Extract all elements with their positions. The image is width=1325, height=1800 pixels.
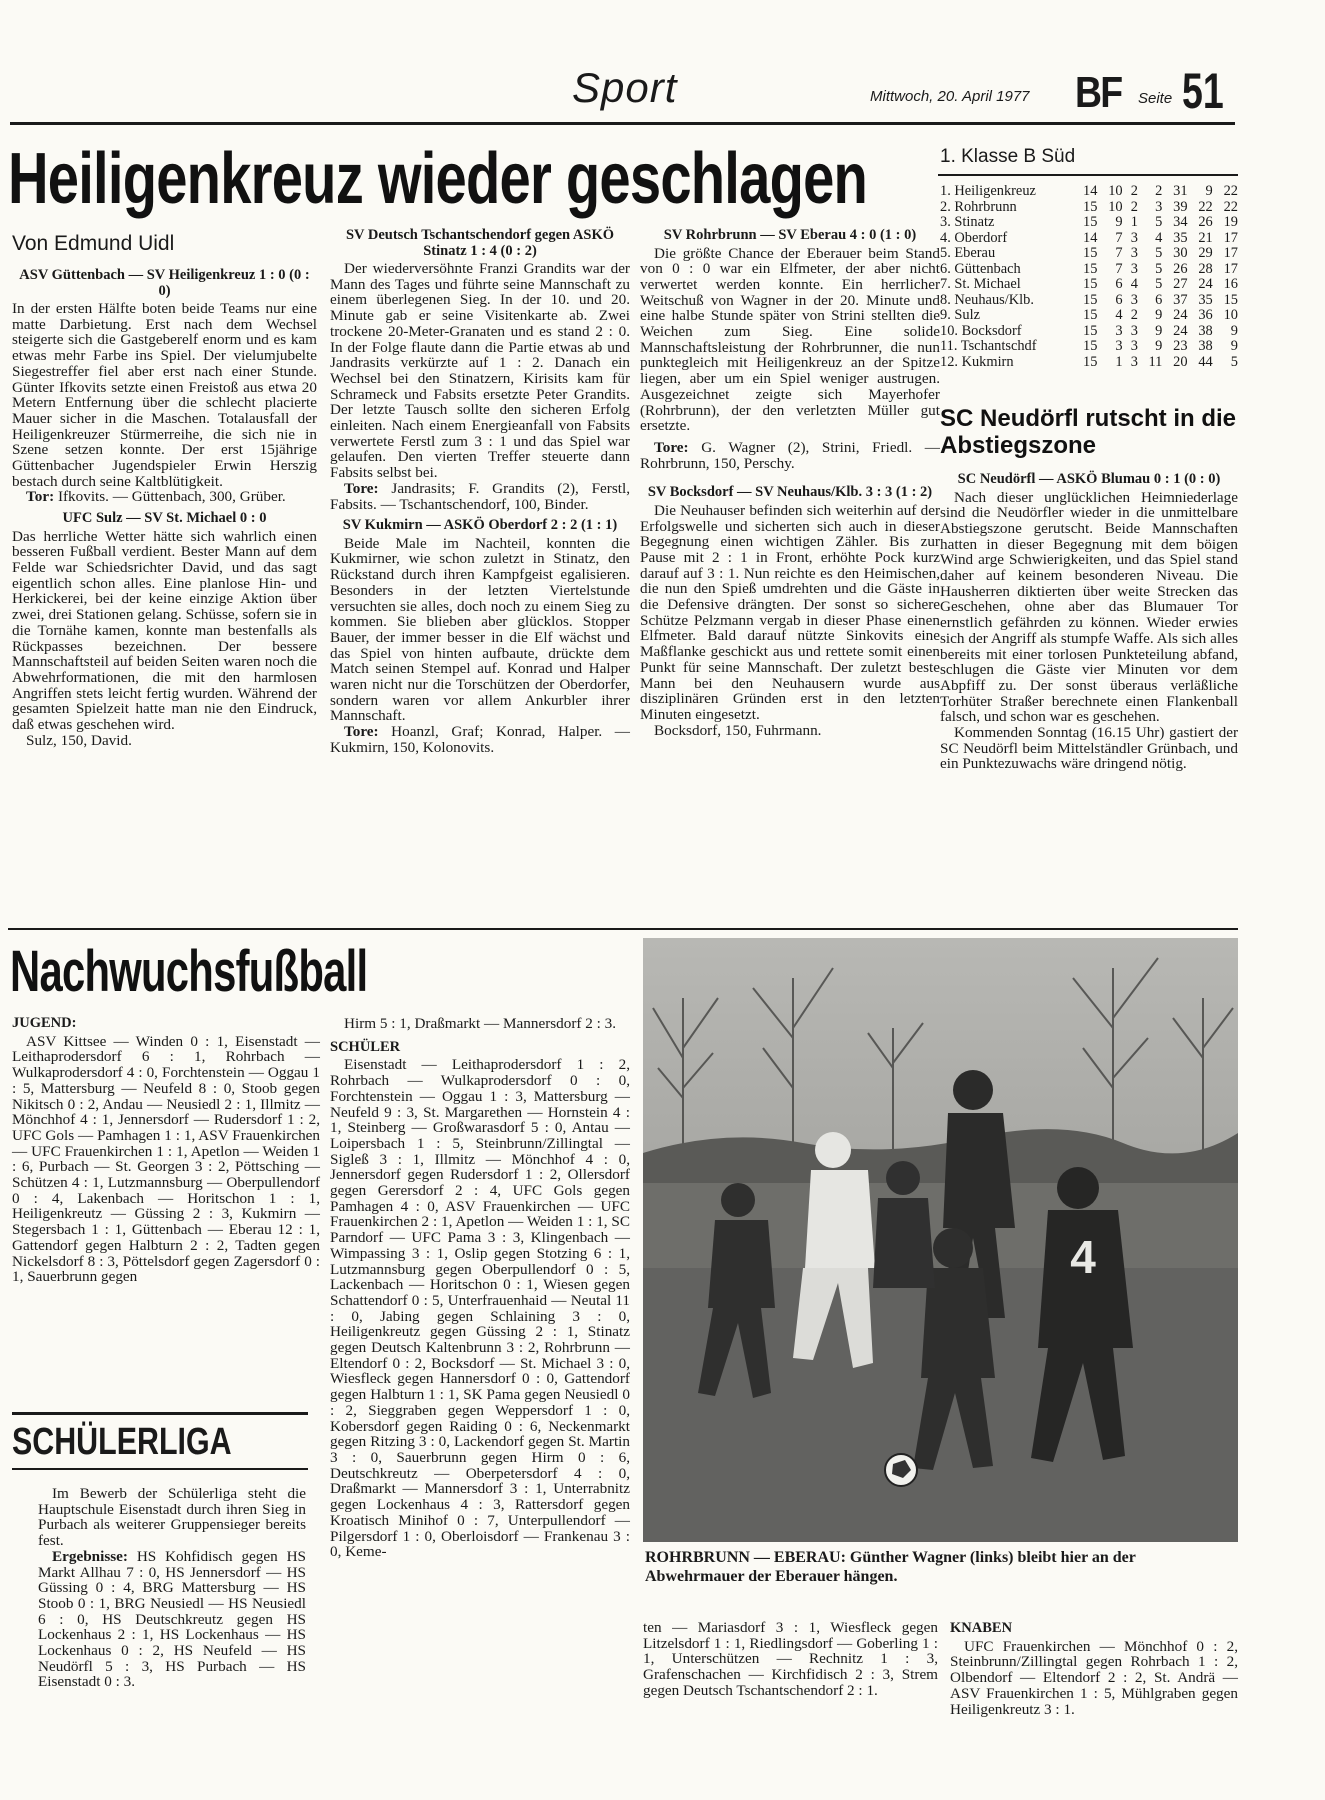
stat-cell: 34 xyxy=(1173,214,1188,230)
stat-cell: 11 xyxy=(1148,353,1163,370)
brand-logo: BF xyxy=(1075,68,1122,117)
knaben-results: UFC Frauenkirchen — Mönchhof 0 : 2, Steinbrunn/Zillingtal gegen Rohrbach 1 : 2, Olbendorf — Eltendorf 2 : 2, St. Andrä — ASV Frauenkirchen 1 : 5, Mühlgraben gegen Heiligenkreutz 3 : 1. xyxy=(950,1637,1238,1718)
team-cell: 5. Eberau xyxy=(940,245,996,261)
stat-cell: 4 xyxy=(1155,229,1163,246)
stat-cell: 3 xyxy=(1130,322,1138,339)
article-body: Das herrliche Wetter hätte sich wahrlich einen besseren Fußball verdient. Bester Mann auf dem Felde war Schiedsrichter David, und das sagt eigentlich schon alles. Eine planlose Hin- und Herkickerei, bei der keine einzige Aktion über zwei, drei Stationen gelang. Schüsse, sofern sie in die Tornähe kamen, konnte man bestenfalls als Rückpasses bezeichnen. Der bessere Mannschaftsteil auf beiden Seiten waren noch die Abwehrformationen, die mit den harmlosen Angriffen stets leicht fertig wurden. Während der gesamten Spielzeit hatte man nie den Eindruck, daß etwas geschehen wird. xyxy=(12,527,317,734)
stat-cell: 3 xyxy=(1155,198,1163,215)
youth-column-4 xyxy=(950,1617,1238,1717)
tore-label: Tor: xyxy=(26,488,55,506)
tore-label: Tore: xyxy=(654,438,689,456)
page-label: Seite xyxy=(1138,90,1173,107)
stat-cell: 3 xyxy=(1130,229,1138,246)
stat-cell: 9 xyxy=(1115,214,1123,230)
stat-cell: 5 xyxy=(1155,260,1163,277)
stat-cell: 3 xyxy=(1130,245,1138,261)
tore-text: Jandrasits; F. Grandits (2), Ferstl, Fabsits. — Tschantschendorf, 100, Binder. xyxy=(330,479,630,513)
match-title: SV Deutsch Tschantschendorf gegen ASKÖ Stinatz 1 : 4 (0 : 2) xyxy=(345,227,615,259)
match-title: SC Neudörfl — ASKÖ Blumau 0 : 1 (0 : 0) xyxy=(957,471,1221,487)
stat-cell: 35 xyxy=(1198,291,1213,308)
stat-cell: 15 xyxy=(1083,322,1098,339)
article-body: Die größte Chance der Eberauer beim Stand von 0 : 0 war ein Elfmeter, der aber nicht verwertet werden konnte. Ein herrlicher Weitschuß von Wagner in der 20. Minute und eine halbe Stunde später von Strini stellten die Weichen zum Sieg. Eine solide Mannschaftsleistung der Rohrbrunner, die nun punktegleich mit Heiligenkreuz an der Spitze liegen, aber um ein Spiel weniger austrugen. Ausgezeichnet zeigte sich Mayerhofer (Rohrbrunn), der den verletzten Müller gut ersetzte. xyxy=(640,244,940,435)
stat-cell: 17 xyxy=(1223,245,1238,261)
tore-label: Tore: xyxy=(344,723,379,741)
stat-cell: 2 xyxy=(1130,183,1138,199)
neudoerfl-headline: SC Neudörfl rutscht in die Abstiegszone xyxy=(940,405,1237,459)
stat-cell: 15 xyxy=(1083,214,1098,230)
stat-cell: 2 xyxy=(1130,307,1138,323)
stat-cell: 15 xyxy=(1083,198,1098,215)
stat-cell: 6 xyxy=(1115,291,1123,308)
jersey-number: 4 xyxy=(1070,1231,1096,1283)
match-footer: Bocksdorf, 150, Fuhrmann. xyxy=(654,721,822,739)
tore-text: Hoanzl, Graf; Konrad, Halper. — Kukmirn, 150, Kolonovits. xyxy=(330,723,630,756)
match-title: ASV Güttenbach — SV Heiligenkreuz 1 : 0 (0 : 0) xyxy=(19,267,310,299)
article-body: Beide Male im Nachteil, konnten die Kukmirner, wie schon zuletzt in Stinatz, den Rückstand durch ihren Kampfgeist egalisieren. Besonders in der letzten Viertelstunde versuchten sie alles, doch noch zu einem Sieg zu kommen. Sie blieben aber glücklos. Stopper Bauer, der immer besser in die Elf wächst und das Spiel von hinten aufbaute, drückte dem Match seinen Stempel auf. Konrad und Halper waren nicht nur die Torschützen der Oberdorfer, sondern waren vor allem Ankurbler ihrer Mannschaft. xyxy=(330,534,630,725)
schuelerliga-headline: SCHÜLERLIGA xyxy=(12,1421,232,1463)
team-cell: 10. Bocksdorf xyxy=(940,322,1022,339)
stat-cell: 3 xyxy=(1115,322,1123,339)
stat-cell: 22 xyxy=(1223,198,1238,215)
article-body: Der wiederversöhnte Franzi Grandits war der Mann des Tages und führte seine Mannschaft zu einem überlegenen Sieg. In der 10. und 20. Minute gab er seine Visitenkarte ab. Zwei trockene 20-Meter-Granaten und es stand 2 : 0. In der Folge flaute dann die Partie etwas ab und Jandrasits verkürzte auf 1 : 2. Danach ein Wechsel bei den Stinatzern, Kirisits kam für Schrameck und Fabsits ersetzte Peter Grandits. Der letzte Tausch sollte den sicheren Erfolg einleiten. Nach einem Energieanfall von Fabsits verwertete Ferstl zum 3 : 1 und das Spiel war gelaufen. Den vierten Treffer steuerte dann Fabsits selbst bei. xyxy=(330,260,630,482)
stat-cell: 21 xyxy=(1198,229,1213,246)
article-body: In der ersten Hälfte boten beide Teams nur eine matte Darbietung. Erst nach dem Wechsel steigerte sich die Gastgeberelf enorm und es kam etwas mehr Farbe ins Spiel. Der vielumjubelte Siegestreffer fiel aber erst nach einer Stunde. Günter Ifkovits setzte einen Freistoß aus etwa 20 Metern Entfernung über die schlecht placierte Mauer sicher in die Maschen. Totalausfall der Heiligenkreuzer Stürmerreihe, die sich nie in Szene setzen konnte. Der erst 15jährige Güttenbacher Jugendspieler Erwin Herszig bestach durch seine Kaltblütigkeit. xyxy=(12,300,317,490)
stat-cell: 6 xyxy=(1155,291,1163,308)
match-title: UFC Sulz — SV St. Michael 0 : 0 xyxy=(62,510,267,527)
stat-cell: 3 xyxy=(1130,260,1138,277)
stat-cell: 15 xyxy=(1083,276,1098,292)
jugend-results-cont: Hirm 5 : 1, Draßmarkt — Mannersdorf 2 : 3. xyxy=(344,1015,617,1032)
table-row xyxy=(940,215,1238,231)
stat-cell: 9 xyxy=(1155,322,1163,339)
stat-cell: 27 xyxy=(1173,276,1188,292)
tore-label: Tore: xyxy=(344,479,379,497)
stat-cell: 35 xyxy=(1173,229,1188,246)
stat-cell: 16 xyxy=(1223,276,1238,292)
schueler-results-cont: ten — Mariasdorf 3 : 1, Wiesfleck gegen Litzelsdorf 1 : 1, Riedlingsdorf — Goberling 1 : 1, Unterschützen — Rechnitz 1 : 3, Grafenschachen — Kirchfidisch 2 : 3, Strem gegen Deutsch Tschantschendorf 2 : 1. xyxy=(643,1619,938,1699)
stat-cell: 38 xyxy=(1198,338,1213,354)
team-cell: 1. Heiligenkreuz xyxy=(940,183,1036,199)
youth-column-2 xyxy=(330,1016,630,1560)
stat-cell: 24 xyxy=(1173,307,1188,323)
match-title: SV Rohrbrunn — SV Eberau 4 : 0 (1 : 0) xyxy=(663,227,917,243)
jugend-label: JUGEND: xyxy=(12,1015,77,1031)
photo-caption xyxy=(645,1548,1237,1586)
schuelerliga-column xyxy=(38,1486,306,1690)
stat-cell: 44 xyxy=(1198,353,1213,370)
jugend-results: ASV Kittsee — Winden 0 : 1, Eisenstadt — Leithaprodersdorf 6 : 1, Rohrbach — Wulkaprodersdorf 4 : 0, Forchtenstein — Oggau 1 : 5, Mattersburg — Neufeld 8 : 0, Stoob gegen Nikitsch 0 : 2, Andau — Neusiedl 2 : 1, Illmitz — Mönchhof 4 : 1, Jennersdorf — Rudersdorf 1 : 2, UFC Gols — Pamhagen 1 : 1, ASV Frauenkirchen — UFC Frauenkirchen 1 : 1, Apetlon — Weiden 1 : 6, Purbach — St. Georgen 3 : 2, Pöttsching — Schützen 4 : 1, Lutzmannsburg — Oberpullendorf 0 : 4, Lakenbach — Horitschon 1 : 1, Heiligenkreutz — Güssing 2 : 3, Kukmirn — Stegersbach 1 : 1, Güttenbach — Eberau 12 : 1, Gattendorf gegen Halbturn 2 : 2, Tadten gegen Nickelsdorf 8 : 3, Pöttelsdorf gegen Zagersdorf 0 : 1, Sauerbrunn gegen xyxy=(12,1032,320,1286)
stat-cell: 9 xyxy=(1230,322,1238,339)
stat-cell: 9 xyxy=(1205,183,1213,199)
match-photo xyxy=(643,938,1238,1542)
stat-cell: 26 xyxy=(1173,260,1188,277)
match-title: SV Kukmirn — ASKÖ Oberdorf 2 : 2 (1 : 1) xyxy=(342,517,618,534)
match-footer: Sulz, 150, David. xyxy=(26,731,132,749)
stat-cell: 23 xyxy=(1173,338,1188,354)
stat-cell: 9 xyxy=(1155,307,1163,323)
nachwuchs-headline: Nachwuchsfußball xyxy=(10,939,368,1004)
stat-cell: 1 xyxy=(1130,214,1138,230)
section-title: Sport xyxy=(572,64,678,111)
stat-cell: 15 xyxy=(1083,260,1098,277)
match-title: SV Bocksdorf — SV Neuhaus/Klb. 3 : 3 (1 : 2) xyxy=(647,484,933,501)
table-row xyxy=(940,293,1238,309)
stat-cell: 3 xyxy=(1130,353,1138,370)
stat-cell: 10 xyxy=(1108,198,1123,215)
stat-cell: 24 xyxy=(1173,322,1188,339)
stat-cell: 14 xyxy=(1083,229,1098,246)
stat-cell: 15 xyxy=(1083,307,1098,323)
stat-cell: 26 xyxy=(1198,214,1213,230)
stat-cell: 5 xyxy=(1230,353,1238,370)
stat-cell: 4 xyxy=(1115,307,1123,323)
stat-cell: 9 xyxy=(1155,338,1163,354)
team-cell: 9. Sulz xyxy=(940,307,980,323)
youth-column-3 xyxy=(643,1620,938,1699)
stat-cell: 24 xyxy=(1198,276,1213,292)
table-rule xyxy=(938,174,1238,176)
article-body: Die Neuhauser befinden sich weiterhin auf der Erfolgswelle und sicherten sich auch in dieser Begegnung einen wichtigen Zähler. Bis zur Pause mit 2 : 1 in Front, erhöhte Pock kurz darauf auf 3 : 1. Nun reichte es den Heimischen, die nun den Spieß umdrehten und die Gäste in die Defensive drängten. Der sonst so sichere Schütze Pelzmann vergab in dieser Phase einen Elfmeter. Bald darauf nützte Sinkovits eine Maßflanke geschickt aus und rettete somit einen Punkt für seine Mannschaft. Der zuletzt beste Mann bei den Neuhausern wurde aus disziplinären Gründen erst in den letzten Minuten eingesetzt. xyxy=(640,501,940,723)
stat-cell: 4 xyxy=(1130,276,1138,292)
stat-cell: 2 xyxy=(1130,198,1138,215)
tore-text: G. Wagner (2), Strini, Friedl. — Rohrbrunn, 150, Perschy. xyxy=(640,438,940,472)
issue-date: Mittwoch, 20. April 1977 xyxy=(870,88,1030,105)
schueler-label: SCHÜLER xyxy=(330,1038,401,1055)
byline: Von Edmund Uidl xyxy=(12,232,175,255)
page-number: 51 xyxy=(1182,63,1224,119)
stat-cell: 3 xyxy=(1130,291,1138,308)
stat-cell: 5 xyxy=(1155,276,1163,292)
stat-cell: 7 xyxy=(1115,245,1123,261)
table-row xyxy=(940,355,1238,371)
stat-cell: 37 xyxy=(1173,291,1188,308)
stat-cell: 3 xyxy=(1115,338,1123,354)
table-row xyxy=(940,184,1238,200)
section-divider xyxy=(8,928,1238,930)
stat-cell: 6 xyxy=(1115,276,1123,292)
stat-cell: 17 xyxy=(1223,229,1238,246)
article-column-4 xyxy=(940,466,1238,772)
stat-cell: 5 xyxy=(1155,214,1163,230)
stat-cell: 5 xyxy=(1155,245,1163,261)
schuelerliga-body: Im Bewerb der Schülerliga steht die Hauptschule Eisenstadt durch ihren Sieg in Purbach als weiterer Gruppensieger bereits fest. xyxy=(38,1485,306,1550)
stat-cell: 36 xyxy=(1198,307,1213,323)
stat-cell: 7 xyxy=(1115,260,1123,277)
table-row xyxy=(940,324,1238,340)
table-row xyxy=(940,200,1238,216)
stat-cell: 7 xyxy=(1115,229,1123,246)
stat-cell: 9 xyxy=(1230,338,1238,354)
stat-cell: 28 xyxy=(1198,260,1213,277)
article-column-1 xyxy=(12,262,317,748)
stat-cell: 38 xyxy=(1198,322,1213,339)
ergebnisse-text: HS Kohfidisch gegen HS Markt Allhau 7 : 0, HS Jennersdorf — HS Güssing 0 : 4, BRG Mattersburg — HS Stoob 0 : 1, BRG Neusiedl — HS Neusiedl 6 : 0, HS Deutschkreutz gegen HS Lockenhaus 2 : 1, HS Lockenhaus — HS Lockenhaus 0 : 2, HS Neufeld — HS Neudörfl 5 : 3, HS Purbach — HS Eisenstadt 0 : 3. xyxy=(38,1547,306,1691)
schuelerliga-box xyxy=(12,1412,308,1470)
header-rule xyxy=(10,122,1235,125)
knaben-label: KNABEN xyxy=(950,1620,1013,1636)
youth-column-1 xyxy=(12,1012,320,1285)
stat-cell: 3 xyxy=(1130,338,1138,354)
stat-cell: 17 xyxy=(1223,260,1238,277)
team-cell: 7. St. Michael xyxy=(940,276,1021,292)
team-cell: 12. Kukmirn xyxy=(940,353,1014,370)
stat-cell: 20 xyxy=(1173,353,1188,370)
team-cell: 6. Güttenbach xyxy=(940,260,1021,277)
table-row xyxy=(940,308,1238,324)
team-cell: 2. Rohrbrunn xyxy=(940,198,1017,215)
table-row xyxy=(940,246,1238,262)
stat-cell: 1 xyxy=(1115,353,1123,370)
stat-cell: 15 xyxy=(1083,291,1098,308)
football-scene-illustration xyxy=(643,938,1238,1542)
tore-text: Ifkovits. — Güttenbach, 300, Grüber. xyxy=(57,488,286,506)
article-body: Nach dieser unglücklichen Heimniederlage sind die Neudörfler wieder in die unmittelbare Abstiegszone gerutscht. Beide Mannschaften hatten in dieser Begegnung mit dem böigen Wind arge Schwierigkeiten, und das Spiel stand daher auf keinem besonderen Niveau. Die Hausherren diktierten über weite Strecken das Geschehen, ohne aber das Blumauer Tor ernstlich gefährden zu können. Wieder erwies sich der Angriff als stumpfe Waffe. Als sich alles bereits mit einer torlosen Punkteteilung abfand, schlugen die Gäste vier Minuten vor dem Abpfiff zu. Der sonst überaus verläßliche Torhüter Straßer berechnete einen Flankenball falsch, und schon war es geschehen. xyxy=(940,488,1238,726)
stat-cell: 14 xyxy=(1083,183,1098,199)
article-column-3 xyxy=(640,222,940,738)
team-cell: 8. Neuhaus/Klb. xyxy=(940,291,1034,308)
stat-cell: 39 xyxy=(1173,198,1188,215)
stat-cell: 10 xyxy=(1108,183,1123,199)
table-row xyxy=(940,231,1238,247)
stat-cell: 10 xyxy=(1223,307,1238,323)
main-headline: Heiligenkreuz wieder geschlagen xyxy=(8,139,868,219)
stat-cell: 15 xyxy=(1083,353,1098,370)
ergebnisse-label: Ergebnisse: xyxy=(52,1547,128,1565)
stat-cell: 22 xyxy=(1198,198,1213,215)
stat-cell: 15 xyxy=(1083,245,1098,261)
table-row xyxy=(940,277,1238,293)
caption-bold: ROHRBRUNN — EBERAU: xyxy=(645,1549,846,1566)
stat-cell: 19 xyxy=(1223,214,1238,230)
stat-cell: 15 xyxy=(1083,338,1098,354)
team-cell: 4. Oberdorf xyxy=(940,229,1008,246)
stat-cell: 22 xyxy=(1223,183,1238,199)
team-cell: 3. Stinatz xyxy=(940,214,995,230)
caption-text: Günther Wagner (links) bleibt hier an der Abwehrmauer der Eberauer hängen. xyxy=(645,1549,1136,1585)
table-title: 1. Klasse B Süd xyxy=(940,146,1076,167)
stat-cell: 29 xyxy=(1198,245,1213,261)
team-cell: 11. Tschantschdf xyxy=(940,338,1037,354)
table-row xyxy=(940,262,1238,278)
table-row xyxy=(940,339,1238,355)
stat-cell: 30 xyxy=(1173,245,1188,261)
article-column-2 xyxy=(330,222,630,756)
article-body: Kommenden Sonntag (16.15 Uhr) gastiert der SC Neudörfl beim Mittelständler Grünbach, und ein Punktezuwachs wäre dringend nötig. xyxy=(940,724,1238,773)
stat-cell: 15 xyxy=(1223,291,1238,308)
stat-cell: 31 xyxy=(1173,183,1188,199)
schueler-results: Eisenstadt — Leithaprodersdorf 1 : 2, Rohrbach — Wulkaprodersdorf 0 : 0, Forchtenstein — Oggau 1 : 3, Mattersburg — Neufeld 9 : 3, St. Margarethen — Hornstein 4 : 1, Steinberg — Großwarasdorf 5 : 0, Antau — Loipersbach 1 : 5, Steinbrunn/Zillingtal — Sigleß 3 : 1, Illmitz — Mönchhof 4 : 0, Jennersdorf gegen Rudersdorf 1 : 2, Ollersdorf gegen Gerersdorf 2 : 4, UFC Gols gegen Pamhagen 4 : 0, ASV Frauenkirchen — UFC Frauenkirchen 2 : 1, Apetlon — Weiden 1 : 1, SC Parndorf — UFC Pama 3 : 3, Klingenbach — Wimpassing 3 : 1, Oslip gegen Stotzing 6 : 1, Lutzmannsburg gegen Oberpullendorf 0 : 5, Lackenbach — Horitschon 0 : 1, Wiesen gegen Schattendorf 0 : 5, Unterfrauenhaid — Neutal 11 : 0, Jabing gegen Schlaining 3 : 0, Heiligenkreutz gegen Güssing 2 : 1, Stinatz gegen Deutsch Kaltenbrunn 3 : 2, Rohrbrunn — Eltendorf 0 : 2, Bocksdorf — St. Michael 3 : 0, Wiesfleck gegen Hannersdorf 0 : 0, Gattendorf gegen Halbturn 1 : 1, SK Pama gegen Neusiedl 0 : 2, Sieggraben gegen Weppersdorf 1 : 0, Kobersdorf gegen Raiding 0 : 6, Neckenmarkt gegen Ritzing 3 : 0, Lackendorf gegen St. Martin 3 : 0, Sauerbrunn gegen Hirm 0 : 6, Deutschkreutz — Oberpetersdorf 4 : 0, Draßmarkt — Mannersdorf 3 : 1, Unterrabnitz gegen Lockenhaus 4 : 3, Rattersdorf gegen Kroatisch Minihof 0 : 7, Unterpullendorf — Pilgersdorf 1 : 0, Oberloisdorf — Frankenau 3 : 0, Keme- xyxy=(330,1056,630,1561)
stat-cell: 2 xyxy=(1155,183,1163,199)
standings-table xyxy=(940,184,1238,370)
